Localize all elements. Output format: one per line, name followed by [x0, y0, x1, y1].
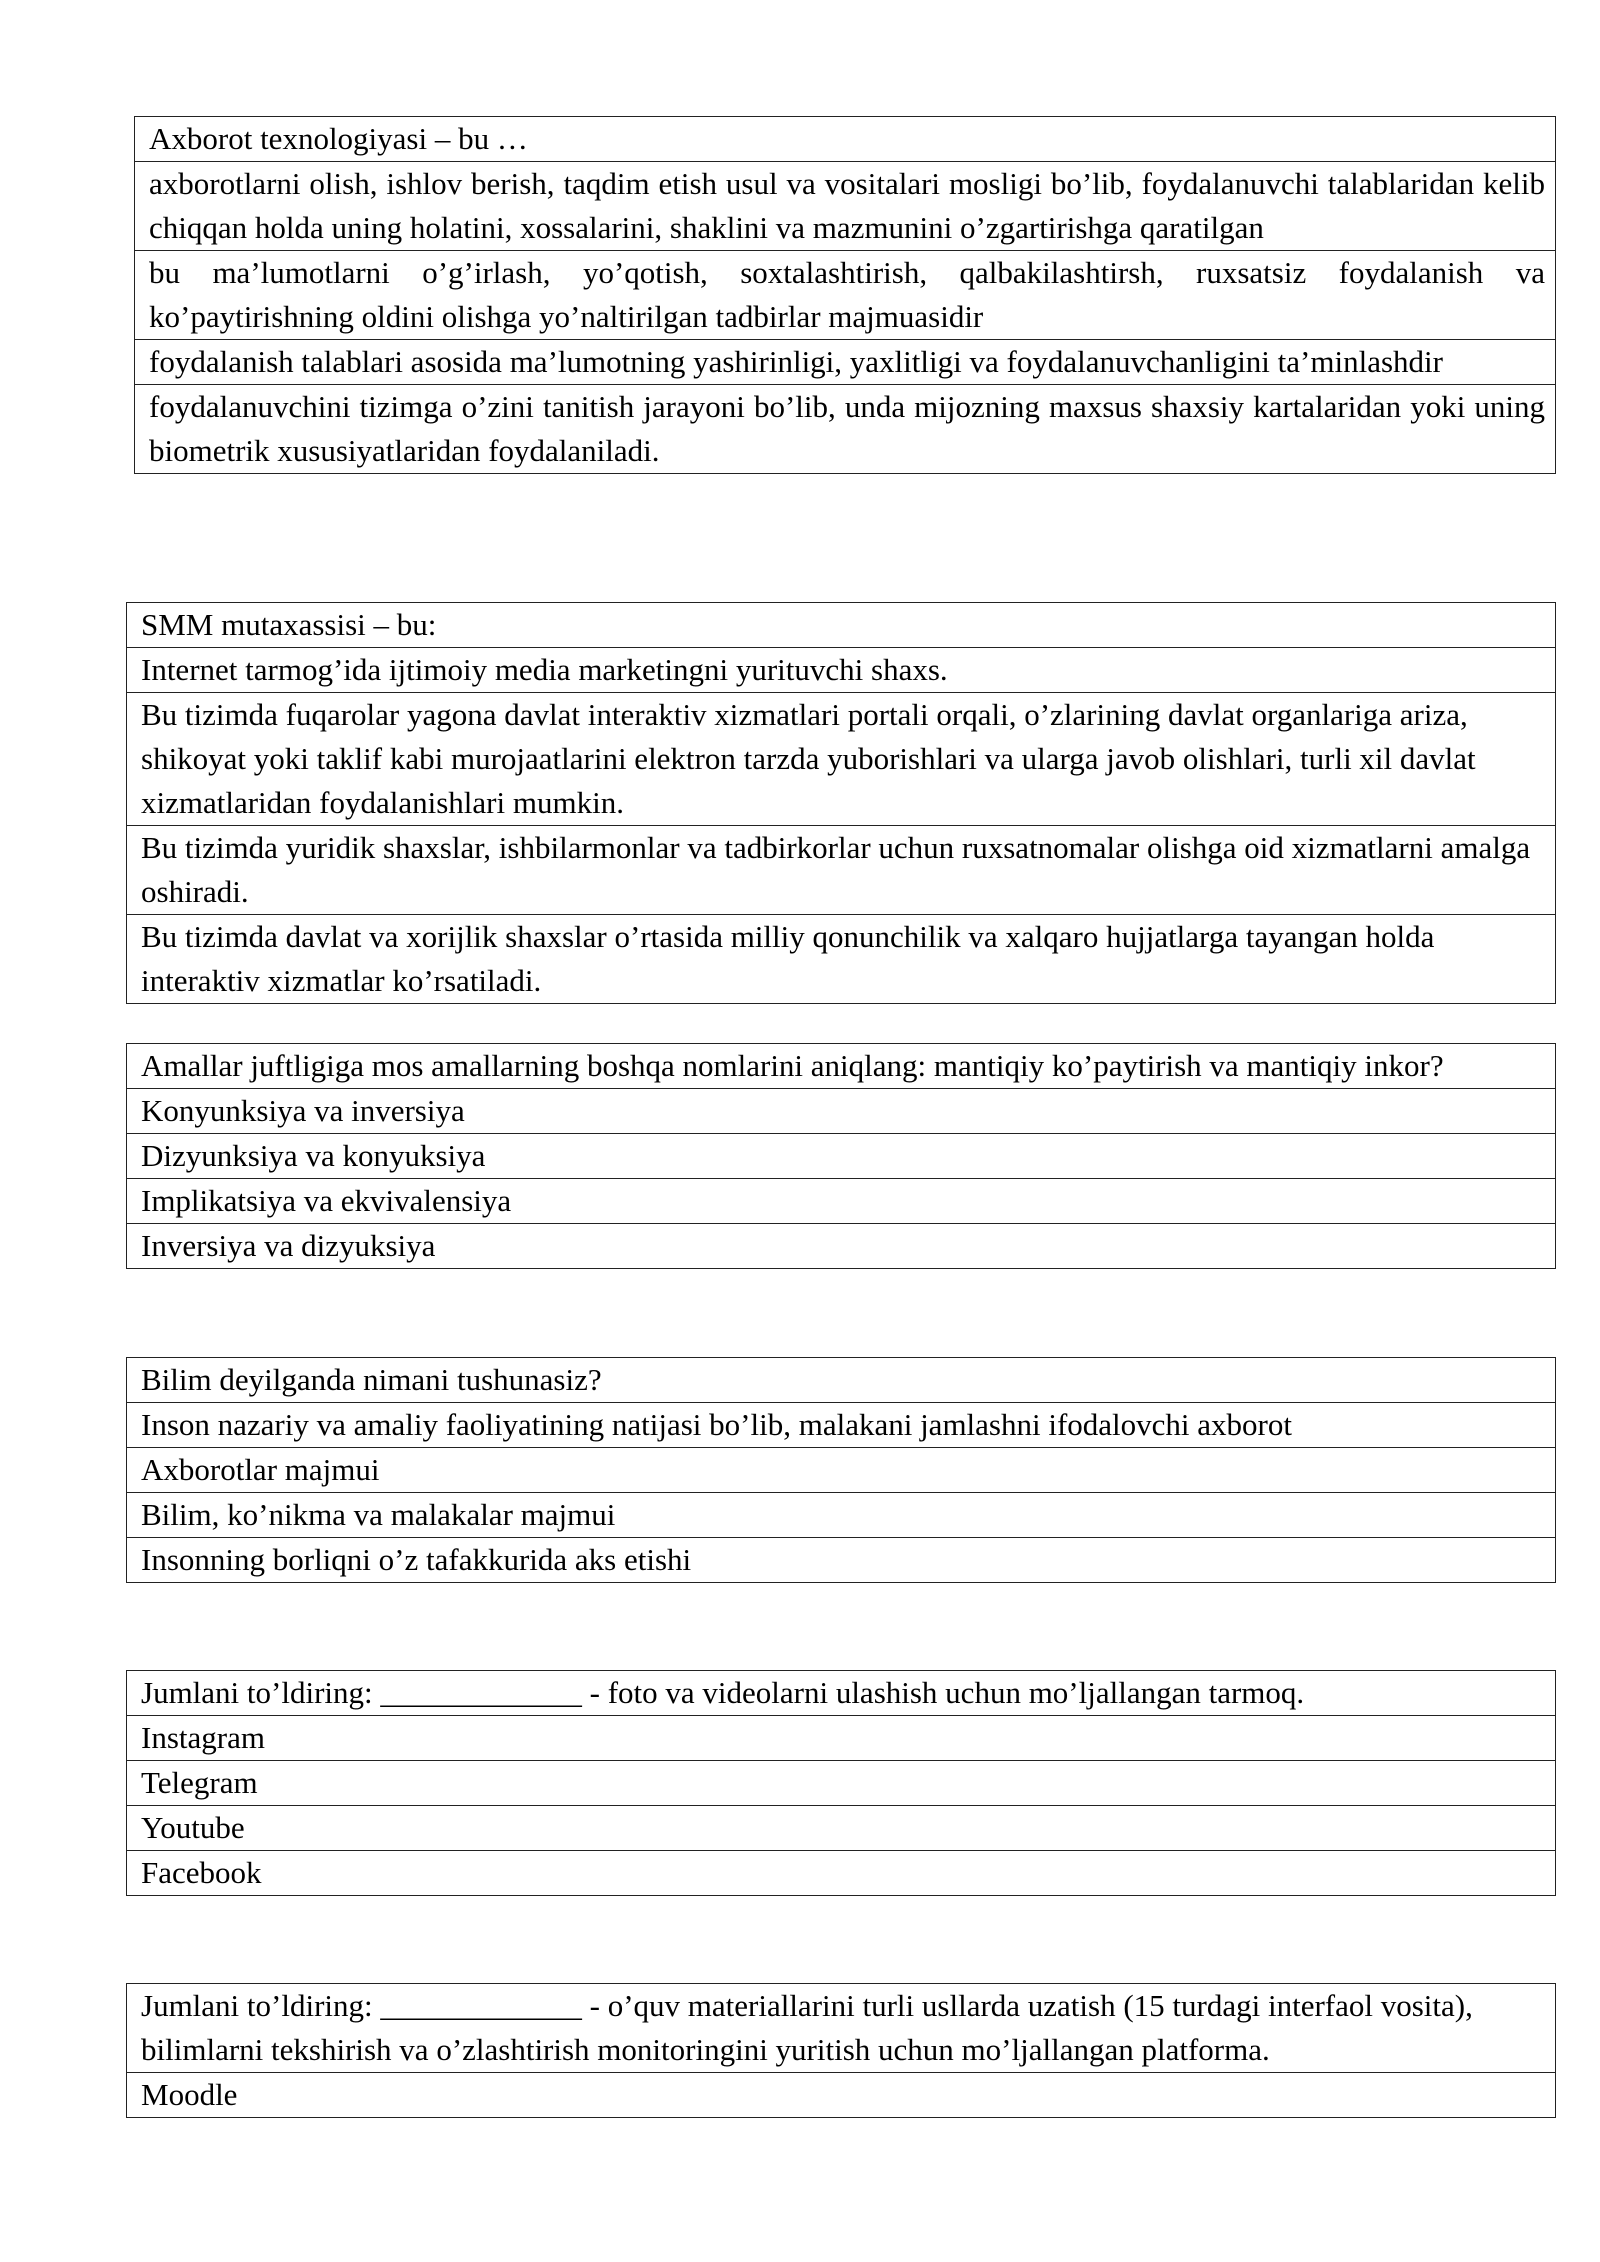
- answer-option: Insonning borliqni o’z tafakkurida aks etishi: [127, 1538, 1556, 1583]
- answer-option: Bu tizimda fuqarolar yagona davlat interaktiv xizmatlari portali orqali, o’zlarining davlat organlariga ariza, shikoyat yoki taklif kabi murojaatlarini elektron tarzda yuborishlari va ularga javob olishlari, turli xil davlat xizmatlaridan foydalanishlari mumkin.: [127, 693, 1556, 826]
- answer-row: [127, 1448, 1556, 1493]
- question-table-6: [126, 1983, 1556, 2118]
- question-row: [127, 1358, 1556, 1403]
- question-table-3: [126, 1043, 1556, 1269]
- question-text: Bilim deyilganda nimani tushunasiz?: [127, 1358, 1556, 1403]
- answer-row: [135, 251, 1556, 340]
- question-table-1: [134, 116, 1556, 474]
- answer-row: [135, 162, 1556, 251]
- answer-row: [135, 340, 1556, 385]
- answer-row: [127, 2073, 1556, 2118]
- answer-option: Moodle: [127, 2073, 1556, 2118]
- answer-row: [135, 385, 1556, 474]
- question-row: [127, 1984, 1556, 2073]
- question-row: [127, 1044, 1556, 1089]
- answer-option: Bilim, ko’nikma va malakalar majmui: [127, 1493, 1556, 1538]
- answer-row: [127, 1134, 1556, 1179]
- answer-row: [127, 1089, 1556, 1134]
- answer-option: Implikatsiya va ekvivalensiya: [127, 1179, 1556, 1224]
- answer-row: [127, 1538, 1556, 1583]
- answer-row: [127, 1806, 1556, 1851]
- answer-option: bu ma’lumotlarni o’g’irlash, yo’qotish, soxtalashtirish, qalbakilashtirsh, ruxsatsiz foydalanish va ko’paytirishning oldini olishga yo’naltirilgan tadbirlar majmuasidir: [135, 251, 1556, 340]
- question-row: [127, 1671, 1556, 1716]
- answer-row: [127, 1716, 1556, 1761]
- question-text: Jumlani to’ldiring: _____________ - foto va videolarni ulashish uchun mo’ljallangan tarmoq.: [127, 1671, 1556, 1716]
- question-text: Jumlani to’ldiring: _____________ - o’quv materiallarini turli usllarda uzatish (15 turdagi interfaol vosita), bilimlarni tekshirish va o’zlashtirish monitoringini yuritish uchun mo’ljallangan platforma.: [127, 1984, 1556, 2073]
- answer-option: Inson nazariy va amaliy faoliyatining natijasi bo’lib, malakani jamlashni ifodalovchi axborot: [127, 1403, 1556, 1448]
- question-row: [127, 603, 1556, 648]
- answer-option: axborotlarni olish, ishlov berish, taqdim etish usul va vositalari mosligi bo’lib, foydalanuvchi talablaridan kelib chiqqan holda uning holatini, xossalarini, shaklini va mazmunini o’zgartirishga qaratilgan: [135, 162, 1556, 251]
- answer-row: [127, 1179, 1556, 1224]
- answer-option: Youtube: [127, 1806, 1556, 1851]
- question-table-4: [126, 1357, 1556, 1583]
- question-text: Axborot texnologiyasi – bu …: [135, 117, 1556, 162]
- question-text: SMM mutaxassisi – bu:: [127, 603, 1556, 648]
- answer-option: Internet tarmog’ida ijtimoiy media marketingni yurituvchi shaxs.: [127, 648, 1556, 693]
- answer-row: [127, 915, 1556, 1004]
- answer-row: [127, 1761, 1556, 1806]
- answer-row: [127, 648, 1556, 693]
- answer-row: [127, 693, 1556, 826]
- question-row: [135, 117, 1556, 162]
- answer-option: foydalanuvchini tizimga o’zini tanitish jarayoni bo’lib, unda mijozning maxsus shaxsiy kartalaridan yoki uning biometrik xususiyatlaridan foydalaniladi.: [135, 385, 1556, 474]
- question-table-2: [126, 602, 1556, 1004]
- answer-option: foydalanish talablari asosida ma’lumotning yashirinligi, yaxlitligi va foydalanuvchanligini ta’minlashdir: [135, 340, 1556, 385]
- answer-option: Bu tizimda davlat va xorijlik shaxslar o’rtasida milliy qonunchilik va xalqaro hujjatlarga tayangan holda interaktiv xizmatlar ko’rsatiladi.: [127, 915, 1556, 1004]
- answer-option: Instagram: [127, 1716, 1556, 1761]
- answer-option: Dizyunksiya va konyuksiya: [127, 1134, 1556, 1179]
- answer-option: Axborotlar majmui: [127, 1448, 1556, 1493]
- answer-row: [127, 1851, 1556, 1896]
- answer-option: Telegram: [127, 1761, 1556, 1806]
- answer-row: [127, 1403, 1556, 1448]
- answer-option: Facebook: [127, 1851, 1556, 1896]
- question-table-5: [126, 1670, 1556, 1896]
- answer-option: Bu tizimda yuridik shaxslar, ishbilarmonlar va tadbirkorlar uchun ruxsatnomalar olishga oid xizmatlarni amalga oshiradi.: [127, 826, 1556, 915]
- answer-row: [127, 1493, 1556, 1538]
- question-text: Amallar juftligiga mos amallarning boshqa nomlarini aniqlang: mantiqiy ko’paytirish va mantiqiy inkor?: [127, 1044, 1556, 1089]
- answer-row: [127, 826, 1556, 915]
- answer-option: Inversiya va dizyuksiya: [127, 1224, 1556, 1269]
- answer-row: [127, 1224, 1556, 1269]
- answer-option: Konyunksiya va inversiya: [127, 1089, 1556, 1134]
